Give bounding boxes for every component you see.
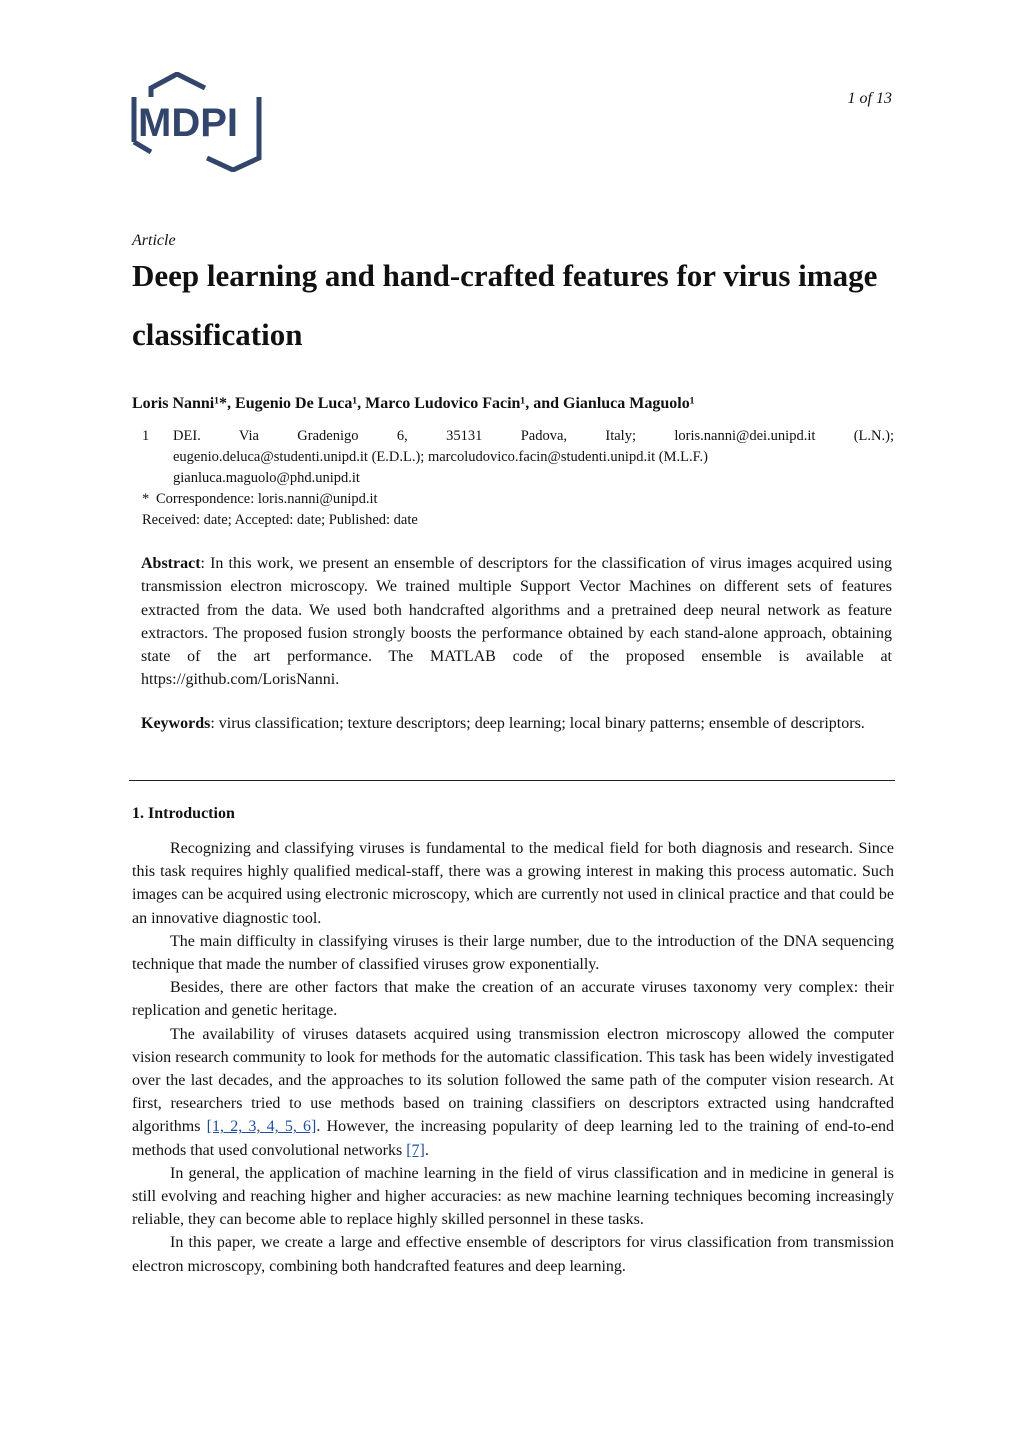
paragraph: In this paper, we create a large and effective ensemble of descriptors for virus classification from transmission electron microscopy, combining both handcrafted features and deep learning. [132, 1234, 894, 1275]
abstract [141, 552, 892, 692]
paragraph: Recognizing and classifying viruses is fundamental to the medical field for both diagnosis and research. Since this task requires highly qualified medical-staff, there was a growing interest in making this process automatic. Such images can be acquired using electronic microscopy, which are currently not used in clinical practice and that could be an innovative diagnostic tool. [132, 840, 894, 927]
publication-dates: Received: date; Accepted: date; Published: date [142, 512, 418, 528]
introduction-body [132, 837, 894, 1278]
article-type: Article [132, 232, 176, 249]
affiliation-number: 1 [142, 428, 150, 444]
section-heading: 1. Introduction [132, 805, 235, 822]
mdpi-logo [131, 72, 279, 172]
keywords [141, 712, 892, 735]
abstract-label: Abstract [141, 555, 201, 572]
section-divider [129, 780, 895, 781]
paragraph-text: The availability of viruses datasets acquired using transmission electron microscopy allowed the computer vision research community to look for methods for the automatic classification. This task has been widely investigated over the last decades, and the approaches to its solution followed the same path of the computer vision research. At first, researchers tried to use methods based on training classifiers on descriptors extracted using handcrafted algorithms [132, 1025, 894, 1136]
correspondence-text: Correspondence: loris.nanni@unipd.it [156, 491, 378, 507]
author-list: Loris Nanni¹*, Eugenio De Luca¹, Marco Ludovico Facin¹, and Gianluca Maguolo¹ [132, 395, 695, 412]
paragraph: In general, the application of machine learning in the field of virus classification and in medicine in general is still evolving and reaching higher and higher accuracies: as new machine learning techniques becoming increasingly reliable, they can become able to replace highly skilled personnel in these tasks. [132, 1164, 894, 1229]
keywords-text: : virus classification; texture descriptors; deep learning; local binary patterns; ensemble of descriptors. [210, 715, 865, 732]
affiliation-line-3: gianluca.maguolo@phd.unipd.it [173, 470, 360, 486]
correspondence [142, 489, 894, 510]
paragraph: Besides, there are other factors that make the creation of an accurate viruses taxonomy very complex: their replication and genetic heritage. [132, 979, 894, 1020]
page-number: 1 of 13 [847, 90, 892, 107]
affiliation-line-2: eugenio.deluca@studenti.unipd.it (E.D.L.); marcoludovico.facin@studenti.unipd.it (M.L.F.) [173, 449, 708, 465]
affiliation-block [142, 426, 894, 531]
citation-link[interactable]: [7] [406, 1141, 425, 1159]
logo-text: MDPI [138, 101, 238, 145]
paragraph-text: . [424, 1141, 429, 1159]
affiliation-line-1: DEI. Via Gradenigo 6, 35131 Padova, Italy; loris.nanni@dei.unipd.it (L.N.); [173, 428, 894, 444]
paper-title: Deep learning and hand-crafted features for virus image classification [132, 258, 878, 352]
paragraph: The main difficulty in classifying viruses is their large number, due to the introduction of the DNA sequencing technique that made the number of classified viruses grow exponentially. [132, 932, 894, 974]
paragraph [132, 1023, 894, 1162]
citation-link[interactable]: [1, 2, 3, 4, 5, 6] [206, 1118, 317, 1136]
paragraph-text: . However, the increasing popularity of deep learning led to the training of end-to-end methods that used convolutional networks [132, 1118, 895, 1159]
keywords-label: Keywords [141, 715, 211, 732]
abstract-text: : In this work, we present an ensemble of descriptors for the classification of virus images acquired using transmission electron microscopy. We trained multiple Support Vector Machines on different sets of features extracted from the data. We used both handcrafted algorithms and a pretrained deep neural network as feature extractors. The proposed fusion strongly boosts the performance obtained by each stand-alone approach, obtaining state of the art performance. The MATLAB code of the proposed ensemble is available at https://github.com/LorisNanni. [141, 555, 892, 689]
correspondence-mark: * [142, 491, 150, 507]
